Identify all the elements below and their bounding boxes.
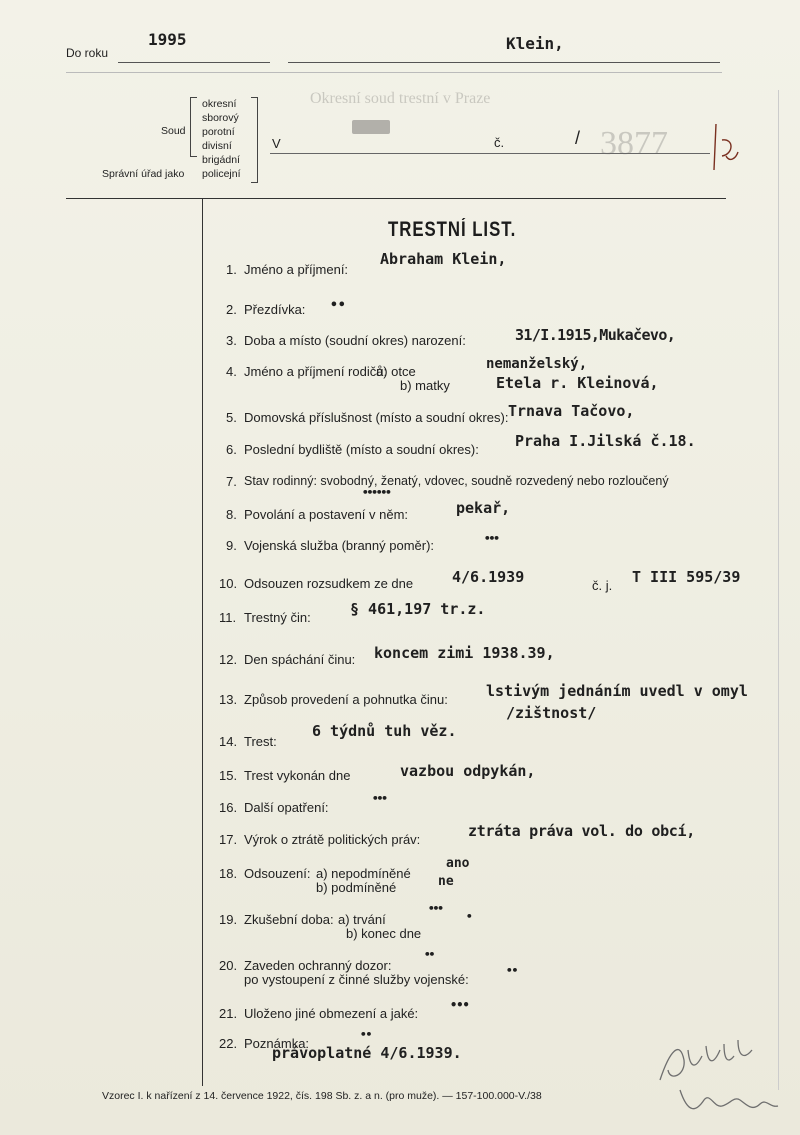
court-option-porotni: porotní <box>202 126 235 138</box>
item-20-label: Zaveden ochranný dozor: <box>244 958 392 973</box>
item-11-label: Trestný čin: <box>244 610 311 625</box>
item-12-label: Den spáchání činu: <box>244 652 356 667</box>
item-12-num: 12. <box>219 652 238 667</box>
item-8-num: 8. <box>226 507 237 522</box>
item-10-num: 10. <box>219 576 238 591</box>
item-3-value: 31/I.1915,Mukačevo, <box>515 326 676 344</box>
item-2-num: 2. <box>226 302 237 317</box>
item-21-label: Uloženo jiné obmezení a jaké: <box>244 1006 419 1021</box>
item-10-label: Odsouzen rozsudkem ze dne <box>244 576 414 591</box>
spravni-urad-label: Správní úřad jako <box>102 168 185 180</box>
bleed-through-text: Okresní soud trestní v Praze <box>310 90 491 107</box>
item-9-num: 9. <box>226 538 237 553</box>
item-5-num: 5. <box>226 410 237 425</box>
header-rule <box>66 72 722 73</box>
page-title: TRESTNÍ LIST. <box>388 218 517 241</box>
item-8-value: pekař, <box>456 499 511 517</box>
item-9-label: Vojenská služba (branný poměr): <box>244 538 435 553</box>
item-6-value: Praha I.Jilská č.18. <box>515 432 696 450</box>
item-4-label-a: a) otce <box>376 364 416 379</box>
item-13-value: lstivým jednáním uvedl v omyl <box>486 682 748 700</box>
item-22-label: Poznámka: <box>244 1036 310 1051</box>
item-19-value-b: • <box>466 910 473 923</box>
item-2-label: Přezdívka: <box>244 302 306 317</box>
item-5-label: Domovská příslušnost (místo a soudní okres): <box>244 410 509 425</box>
item-8-label: Povolání a postavení v něm: <box>244 507 409 522</box>
item-13-num: 13. <box>219 692 238 707</box>
item-4-label: Jméno a příjmení rodičů: <box>244 364 388 379</box>
item-3-label: Doba a místo (soudní okres) narození: <box>244 333 466 348</box>
item-12-value: koncem zimi 1938.39, <box>374 644 555 662</box>
year-underline <box>118 62 270 63</box>
item-20-num: 20. <box>219 958 238 973</box>
item-10-value: 4/6.1939 <box>452 568 525 586</box>
item-13-label: Způsob provedení a pohnutka činu: <box>244 692 448 707</box>
item-15-label: Trest vykonán dne <box>244 768 351 783</box>
court-option-divisni: divisní <box>202 140 232 152</box>
court-right-bracket <box>251 97 258 183</box>
left-margin-rule <box>202 198 203 1086</box>
item-18-label: Odsouzení: <box>244 866 311 881</box>
item-16-num: 16. <box>219 800 238 815</box>
item-20-label-b: po vystoupení z činné služby vojenské: <box>244 972 469 987</box>
item-21-value: ••• <box>450 998 469 1012</box>
item-4-value-b: Etela r. Kleinová, <box>496 374 659 392</box>
item-18-value-b: ne <box>438 874 454 889</box>
item-18-label-a: a) nepodmíněné <box>316 866 411 881</box>
court-option-brigadni: brigádní <box>202 154 240 166</box>
item-10-cj-label: č. j. <box>592 578 613 593</box>
item-21-num: 21. <box>219 1006 238 1021</box>
item-20-value-b: •• <box>506 964 518 977</box>
item-16-label: Další opatření: <box>244 800 329 815</box>
handwritten-mark <box>700 118 750 178</box>
item-22-num: 22. <box>219 1036 238 1051</box>
right-edge-rule <box>778 90 779 1090</box>
item-1-num: 1. <box>226 262 237 277</box>
soud-label: Soud <box>161 125 186 137</box>
item-5-value: Trnava Tačovo, <box>508 402 635 420</box>
item-7-label: Stav rodinný: svobodný, ženatý, vdovec, soudně rozvedený nebo rozloučený <box>244 474 669 488</box>
item-7-value: •••••• <box>362 486 390 499</box>
item-4-label-b: b) matky <box>400 378 450 393</box>
item-6-label: Poslední bydliště (místo a soudní okres): <box>244 442 479 457</box>
item-14-value: 6 týdnů tuh věz. <box>312 722 457 740</box>
bleed-through-number: 3877 <box>600 125 668 162</box>
court-v-label: V <box>272 136 281 151</box>
item-4-num: 4. <box>226 364 237 379</box>
court-c-label: č. <box>494 135 505 150</box>
handwritten-signature <box>640 1020 790 1125</box>
item-14-num: 14. <box>219 734 238 749</box>
item-1-label: Jméno a příjmení: <box>244 262 349 277</box>
item-11-num: 11. <box>219 610 237 625</box>
item-14-label: Trest: <box>244 734 277 749</box>
item-15-value: vazbou odpykán, <box>400 762 536 780</box>
item-19-num: 19. <box>219 912 238 927</box>
item-18-value-a: ano <box>446 856 470 871</box>
court-stamp <box>352 120 390 134</box>
do-roku-label: Do roku <box>66 46 109 60</box>
item-19-label-a: a) trvání <box>338 912 386 927</box>
court-option-okresni: okresní <box>202 98 237 110</box>
surname-value: Klein, <box>506 34 564 53</box>
item-17-value: ztráta práva vol. do obcí, <box>468 822 696 840</box>
item-16-value: ••• <box>372 792 386 805</box>
year-value: 1995 <box>148 30 187 49</box>
item-1-value: Abraham Klein, <box>380 250 507 268</box>
court-underline <box>270 153 710 154</box>
item-22-value: •• <box>360 1028 372 1041</box>
item-18-label-b: b) podmíněné <box>316 880 397 895</box>
item-7-num: 7. <box>226 474 237 489</box>
footer-text: Vzorec I. k nařízení z 14. července 1922, čís. 198 Sb. z. a n. (pro muže). — 157-100.000-V./38 <box>102 1090 542 1102</box>
item-10-cj-value: T III 595/39 <box>632 568 741 586</box>
item-22-value-2: právoplatné 4/6.1939. <box>272 1044 462 1062</box>
court-left-bracket <box>190 97 197 157</box>
section-rule <box>66 198 726 199</box>
item-9-value: ••• <box>484 532 498 545</box>
item-4-value-a: nemanželský, <box>486 356 588 372</box>
item-3-num: 3. <box>226 333 237 348</box>
item-17-label: Výrok o ztrátě politických práv: <box>244 832 421 847</box>
item-11-value: § 461,197 tr.z. <box>350 600 486 618</box>
item-19-value-a: ••• <box>428 902 442 915</box>
court-slash: / <box>575 128 581 148</box>
item-18-num: 18. <box>219 866 238 881</box>
item-19-label-b: b) konec dne <box>346 926 422 941</box>
item-6-num: 6. <box>226 442 237 457</box>
court-option-policejni: policejní <box>202 168 241 180</box>
item-15-num: 15. <box>219 768 238 783</box>
item-20-value-a: •• <box>424 948 434 961</box>
surname-underline <box>288 62 720 63</box>
court-option-sborovy: sborový <box>202 112 239 124</box>
item-2-value: •• <box>330 298 346 313</box>
item-17-num: 17. <box>219 832 238 847</box>
item-19-label: Zkušební doba: <box>244 912 334 927</box>
item-13-value-2: /zištnost/ <box>506 704 597 722</box>
